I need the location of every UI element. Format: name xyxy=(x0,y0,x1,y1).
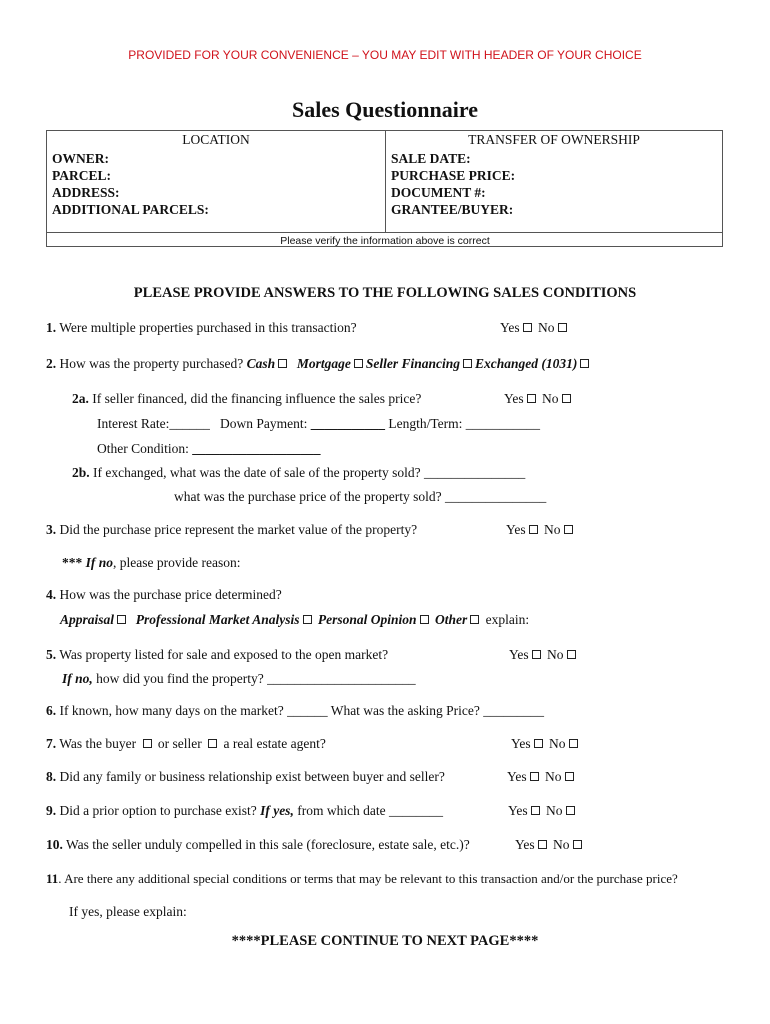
appraisal-checkbox[interactable] xyxy=(117,615,126,624)
mortgage-label: Mortgage xyxy=(296,356,351,371)
seller-financing-label: Seller Financing xyxy=(365,356,460,371)
q11-text: . Are there any additional special conditions or terms that may be relevant to this transaction and/or the purchase price? xyxy=(58,871,678,886)
no-label: No xyxy=(544,522,561,537)
q8-text: Did any family or business relationship exist between buyer and seller? xyxy=(56,769,445,784)
q5-yes-checkbox[interactable] xyxy=(532,650,541,659)
q1-no-checkbox[interactable] xyxy=(558,323,567,332)
q3-number: 3. xyxy=(46,522,57,537)
question-2a xyxy=(72,391,421,407)
q2-number: 2. xyxy=(46,356,57,371)
no-label: No xyxy=(549,736,566,751)
question-10 xyxy=(46,837,470,853)
q9-text: Did a prior option to purchase exist? xyxy=(56,803,261,818)
other-label: Other xyxy=(434,612,468,627)
no-label: No xyxy=(547,647,564,662)
exchanged-checkbox[interactable] xyxy=(580,359,589,368)
q3-reason xyxy=(62,555,240,571)
down-payment-label: Down Payment: xyxy=(219,416,311,431)
q6-text[interactable]: If known, how many days on the market? ______ What was the asking Price? _________ xyxy=(56,703,545,718)
continue-footer: ****PLEASE CONTINUE TO NEXT PAGE**** xyxy=(231,933,539,949)
pma-checkbox[interactable] xyxy=(303,615,312,624)
q9-follow-text[interactable]: from which date ________ xyxy=(293,803,444,818)
personal-opinion-label: Personal Opinion xyxy=(317,612,417,627)
q5-answer xyxy=(509,647,579,663)
q11-number: 11 xyxy=(46,871,59,886)
question-4 xyxy=(46,587,282,603)
yes-label: Yes xyxy=(504,391,524,406)
question-5 xyxy=(46,647,388,663)
question-6 xyxy=(46,703,544,719)
mortgage-checkbox[interactable] xyxy=(354,359,363,368)
header-note: PROVIDED FOR YOUR CONVENIENCE – YOU MAY EDIT WITH HEADER OF YOUR CHOICE xyxy=(128,48,642,62)
q1-number: 1. xyxy=(46,320,57,335)
q7-yes-checkbox[interactable] xyxy=(534,739,543,748)
property-info-table xyxy=(46,130,723,247)
q2a-other-condition xyxy=(97,441,321,457)
q2a-financing-details xyxy=(97,416,540,432)
q1-yes-checkbox[interactable] xyxy=(523,323,532,332)
document-number-field[interactable]: DOCUMENT #: xyxy=(391,185,486,200)
page-title: Sales Questionnaire xyxy=(291,97,478,122)
transfer-header: TRANSFER OF OWNERSHIP xyxy=(468,132,640,147)
appraisal-label: Appraisal xyxy=(60,612,115,627)
q10-yes-checkbox[interactable] xyxy=(538,840,547,849)
yes-label: Yes xyxy=(511,736,531,751)
no-label: No xyxy=(553,837,570,852)
down-payment-field[interactable]: ___________ xyxy=(310,416,385,431)
q5-follow-text[interactable]: how did you find the property? ______________________ xyxy=(92,671,416,686)
q9-if-yes: If yes, xyxy=(260,803,294,818)
q5-text: Was property listed for sale and exposed to the open market? xyxy=(56,647,389,662)
q10-no-checkbox[interactable] xyxy=(573,840,582,849)
q8-no-checkbox[interactable] xyxy=(565,772,574,781)
question-8 xyxy=(46,769,445,785)
seller-financing-checkbox[interactable] xyxy=(463,359,472,368)
explain-label: explain: xyxy=(482,612,530,627)
no-label: No xyxy=(545,769,562,784)
other-checkbox[interactable] xyxy=(470,615,479,624)
no-label: No xyxy=(546,803,563,818)
q5-if-no: If no, xyxy=(62,671,93,686)
q4-options xyxy=(60,612,529,628)
q10-answer xyxy=(515,837,585,853)
q2a-yes-checkbox[interactable] xyxy=(527,394,536,403)
q7-answer xyxy=(511,736,581,752)
q3-text: Did the purchase price represent the market value of the property? xyxy=(56,522,418,537)
q11-explain[interactable]: If yes, please explain: xyxy=(69,904,187,919)
q4-number: 4. xyxy=(46,587,57,602)
q3-if-no: If no xyxy=(85,555,114,570)
question-7 xyxy=(46,736,326,752)
q7-text: Was the buyer xyxy=(56,736,140,751)
q1-answer xyxy=(500,320,570,336)
q7-number: 7. xyxy=(46,736,57,751)
no-label: No xyxy=(542,391,559,406)
q3-yes-checkbox[interactable] xyxy=(529,525,538,534)
verify-note: Please verify the information above is correct xyxy=(280,235,490,247)
owner-field[interactable]: OWNER: xyxy=(52,151,109,166)
grantee-buyer-field[interactable]: GRANTEE/BUYER: xyxy=(391,202,514,217)
no-label: No xyxy=(538,320,555,335)
q5-no-checkbox[interactable] xyxy=(567,650,576,659)
q8-yes-checkbox[interactable] xyxy=(530,772,539,781)
q2a-number: 2a. xyxy=(72,391,89,406)
seller-checkbox[interactable] xyxy=(208,739,217,748)
q10-text: Was the seller unduly compelled in this sale (foreclosure, estate sale, etc.)? xyxy=(62,837,470,852)
q9-yes-checkbox[interactable] xyxy=(531,806,540,815)
q2b-price[interactable]: what was the purchase price of the property sold? _______________ xyxy=(174,489,547,504)
q7-or-seller: or seller xyxy=(154,736,206,751)
q8-answer xyxy=(507,769,577,785)
yes-label: Yes xyxy=(500,320,520,335)
q5-number: 5. xyxy=(46,647,57,662)
q3-reason-text: , please provide reason: xyxy=(113,555,241,570)
cash-checkbox[interactable] xyxy=(278,359,287,368)
exchanged-label: Exchanged (1031) xyxy=(475,356,578,371)
additional-parcels-field[interactable]: ADDITIONAL PARCELS: xyxy=(52,202,209,217)
q10-number: 10. xyxy=(46,837,63,852)
q2a-no-checkbox[interactable] xyxy=(562,394,571,403)
location-header: LOCATION xyxy=(182,132,250,147)
q2-text: How was the property purchased? xyxy=(56,356,247,371)
section-heading: PLEASE PROVIDE ANSWERS TO THE FOLLOWING SALES CONDITIONS xyxy=(133,285,637,301)
question-11 xyxy=(46,871,678,887)
yes-label: Yes xyxy=(506,522,526,537)
q9-number: 9. xyxy=(46,803,57,818)
q3-no-checkbox[interactable] xyxy=(564,525,573,534)
question-2 xyxy=(46,356,592,372)
address-field[interactable]: ADDRESS: xyxy=(52,185,120,200)
q7-agent-text: a real estate agent? xyxy=(220,736,326,751)
q6-number: 6. xyxy=(46,703,57,718)
purchase-price-field[interactable]: PURCHASE PRICE: xyxy=(391,168,516,183)
other-condition-label: Other Condition: xyxy=(97,441,193,456)
yes-label: Yes xyxy=(509,647,529,662)
pma-label: Professional Market Analysis xyxy=(135,612,300,627)
q8-number: 8. xyxy=(46,769,57,784)
question-3 xyxy=(46,522,417,538)
q4-text: How was the purchase price determined? xyxy=(56,587,282,602)
q1-text: Were multiple properties purchased in this transaction? xyxy=(56,320,357,335)
yes-label: Yes xyxy=(515,837,535,852)
table-row-divider xyxy=(47,232,722,233)
q2b-number: 2b. xyxy=(72,465,90,480)
yes-label: Yes xyxy=(508,803,528,818)
q9-answer xyxy=(508,803,578,819)
interest-rate-field[interactable]: Interest Rate:______ xyxy=(97,416,210,431)
q2a-text: If seller financed, did the financing influence the sales price? xyxy=(88,391,422,406)
personal-opinion-checkbox[interactable] xyxy=(420,615,429,624)
q7-no-checkbox[interactable] xyxy=(569,739,578,748)
q2a-answer xyxy=(504,391,574,407)
q2b-text[interactable]: If exchanged, what was the date of sale of the property sold? _______________ xyxy=(89,465,526,480)
parcel-field[interactable]: PARCEL: xyxy=(52,168,111,183)
q3-answer xyxy=(506,522,576,538)
sale-date-field[interactable]: SALE DATE: xyxy=(391,151,471,166)
question-2b xyxy=(72,465,525,481)
location-fields xyxy=(52,150,209,218)
transfer-fields xyxy=(391,150,515,218)
yes-label: Yes xyxy=(507,769,527,784)
q3-stars: *** xyxy=(62,555,86,570)
buyer-checkbox[interactable] xyxy=(143,739,152,748)
q5-follow-up xyxy=(62,671,416,687)
question-9 xyxy=(46,803,443,819)
q9-no-checkbox[interactable] xyxy=(566,806,575,815)
cash-label: Cash xyxy=(246,356,276,371)
question-1 xyxy=(46,320,357,336)
other-condition-field[interactable]: ___________________ xyxy=(192,441,321,456)
length-term-field[interactable]: Length/Term: ___________ xyxy=(384,416,541,431)
